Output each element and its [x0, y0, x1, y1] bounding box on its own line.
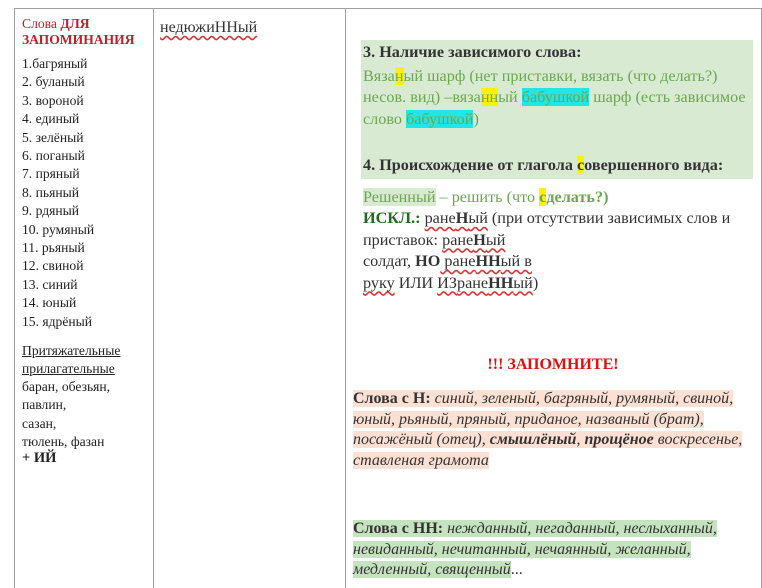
- remember-title: !!! ЗАПОМНИТЕ!: [487, 356, 619, 373]
- suffix-note: + ИЙ: [22, 449, 57, 466]
- list-item: 15. ядрёный: [22, 313, 93, 329]
- list-item: 8. пьяный: [22, 184, 80, 200]
- nn-label: Слова с НН:: [353, 520, 444, 537]
- list-item: павлин,: [22, 397, 67, 413]
- list-item: 1.багряный: [22, 56, 88, 71]
- possessive-title: Притяжательные прилагательные: [22, 343, 121, 377]
- list-item: 11. рьяный: [22, 240, 85, 256]
- list-item: 9. рдяный: [22, 203, 80, 219]
- list-item: 13. синий: [22, 276, 78, 292]
- list-item: баран, обезьян,: [22, 379, 111, 395]
- list-item: 4. единый: [22, 111, 80, 127]
- list-item: 6. поганый: [22, 148, 85, 164]
- table-left-border: [14, 8, 15, 588]
- list-item: 10. румяный: [22, 221, 95, 237]
- rules-column: [361, 40, 753, 294]
- example-word: недюжиННый: [160, 19, 258, 36]
- memorize-title: Слова ДЛЯ ЗАПОМИНАНИЯ: [22, 16, 135, 47]
- nn-words-box: Слова с НН: нежданный, негаданный, неслыханный, невиданный, нечитанный, нечаянный, желанный, медленный, священный...: [353, 520, 717, 578]
- list-item: тюлень, фазан: [22, 433, 105, 449]
- rule4-heading: 4. Происхождение от глагола совершенного вида:: [361, 133, 753, 179]
- rule3-heading: 3. Наличие зависимого слова:: [361, 40, 753, 66]
- list-item: 5. зелёный: [22, 129, 84, 145]
- list-item: 3. вороной: [22, 92, 84, 108]
- n-words-box: Слова с Н: синий, зеленый, багряный, румяный, свиной, юный, рьяный, пряный, приданое, названый (брат), посажёный (отец), смышлёный, прощёное воскресенье, ставленая грамота: [353, 390, 743, 469]
- dependent-word: бабушкой: [521, 88, 590, 106]
- possessive-words: [22, 378, 152, 451]
- list-item: 2. буланый: [22, 74, 85, 90]
- column-divider-1: [153, 8, 154, 588]
- memorize-word-list: [22, 55, 152, 331]
- rule3-word2: вязанный: [452, 88, 518, 106]
- list-item: 14. юный: [22, 295, 77, 311]
- memorize-column: [22, 16, 152, 465]
- rule4-word: Решенный: [363, 187, 436, 206]
- exception-label: ИСКЛ.:: [363, 209, 421, 227]
- list-item: сазан,: [22, 415, 57, 431]
- rule3-word1: Вязаный: [363, 66, 424, 85]
- rule4-body: Решенный – решить (что сделать?) ИСКЛ.: ранеНый (при отсутствии зависимых слов и приставок: ранеНый солдат, НО ранеННый в руку ИЛИ ИЗранеННый): [363, 187, 731, 292]
- table-top-border: [14, 8, 762, 9]
- example-column: [160, 19, 257, 37]
- exception-word: ранеНый: [424, 209, 488, 227]
- column-divider-2: [345, 8, 346, 588]
- rule3-body: Вязаный шарф (нет приставки, вязать (что делать?) несов. вид) –вязанный бабушкой шарф (есть зависимое слово бабушкой): [361, 66, 753, 134]
- list-item: 7. пряный: [22, 166, 80, 182]
- list-item: 12. свиной: [22, 258, 84, 274]
- n-label: Слова с Н:: [353, 390, 431, 407]
